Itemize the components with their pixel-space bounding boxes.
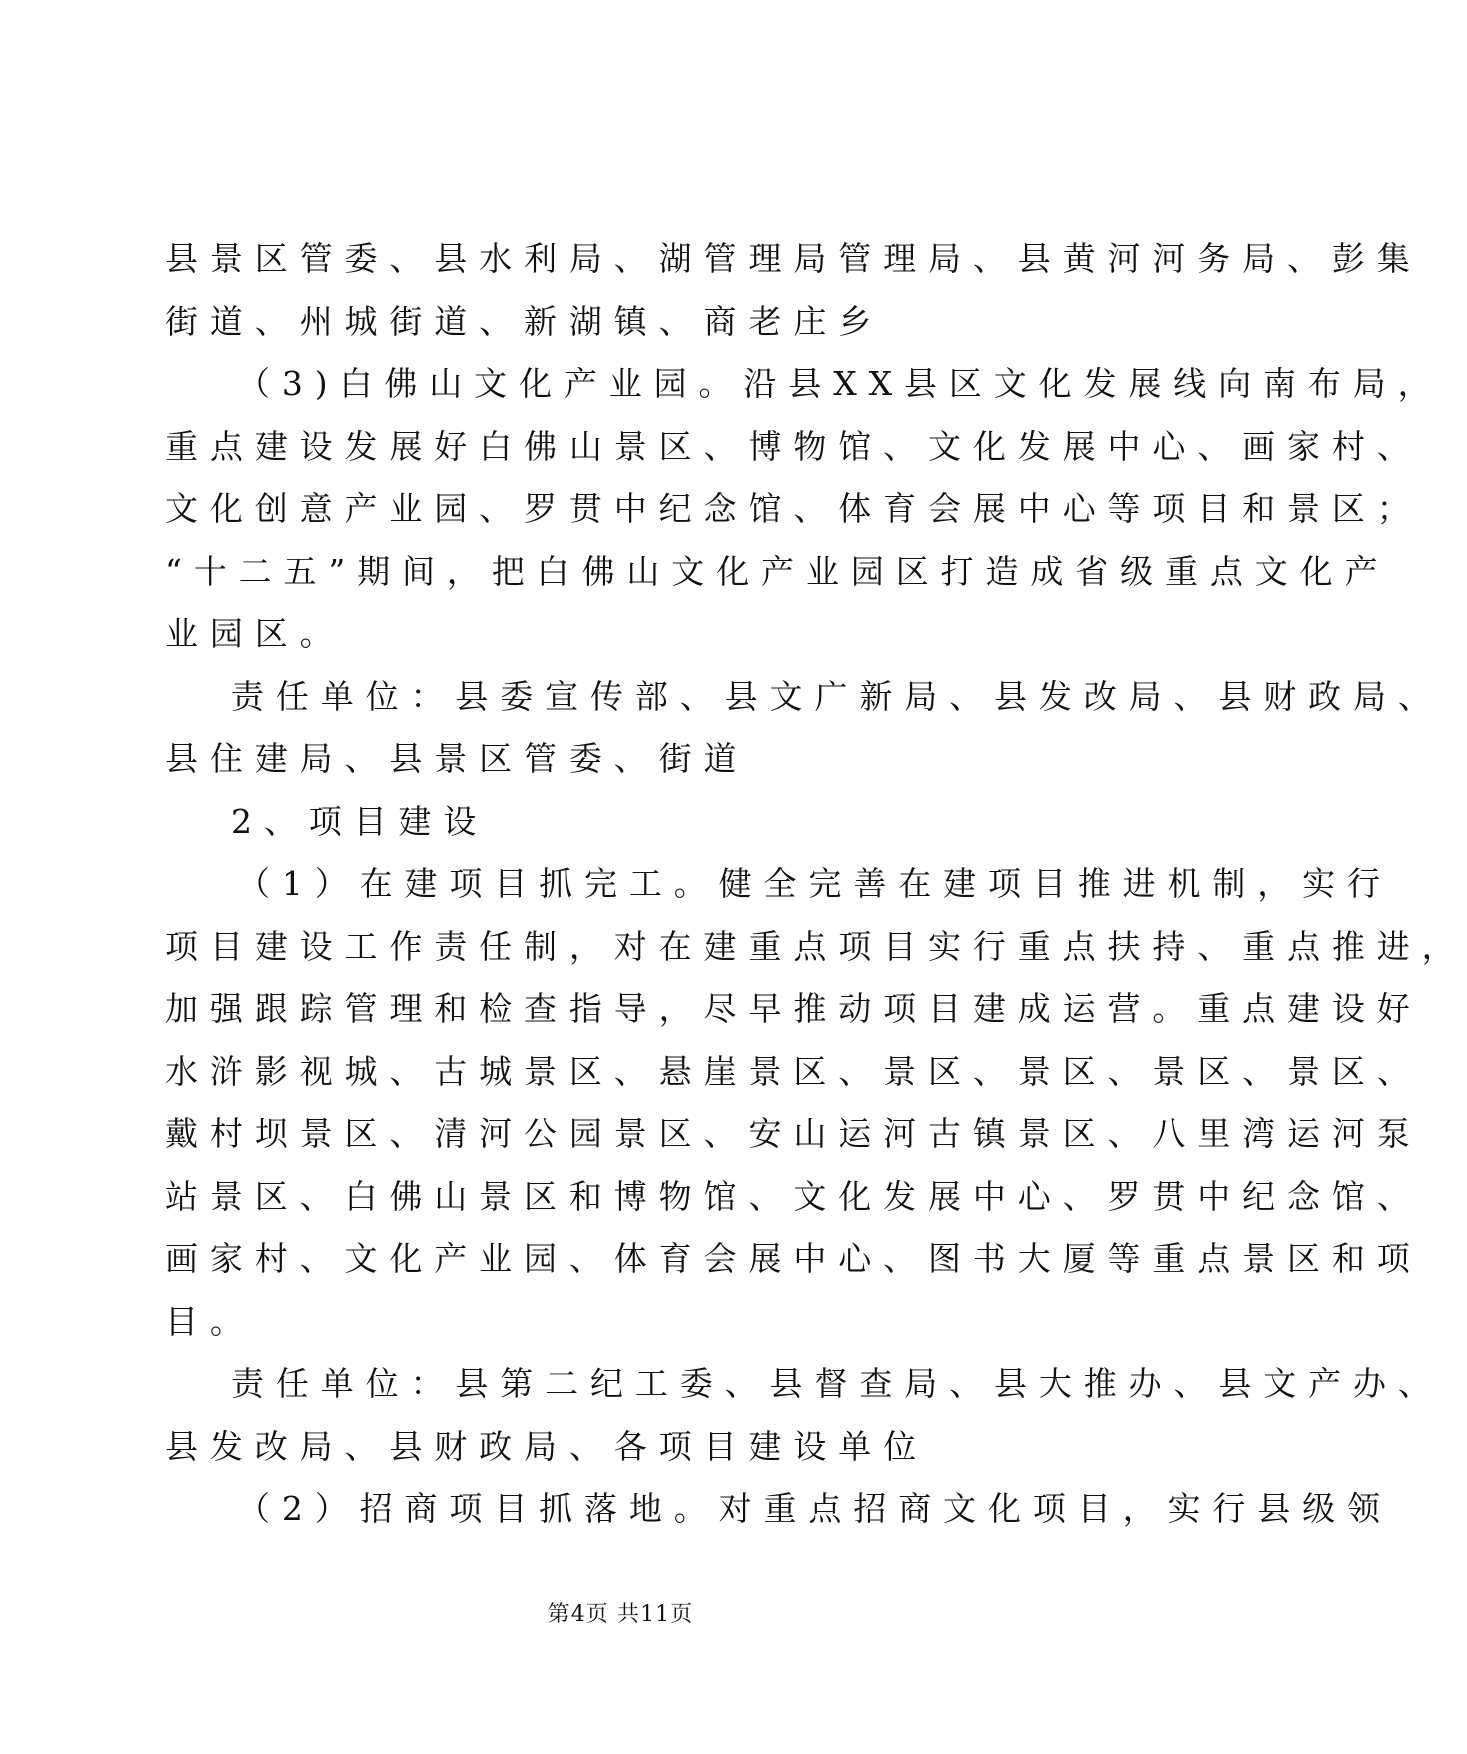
text-line: 目。: [165, 1301, 255, 1341]
section-heading: 2、项目建设: [231, 801, 489, 841]
page-number-footer: 第4页 共11页: [547, 1602, 694, 1627]
text-line: （2）招商项目抓落地。对重点招商文化项目，实行县级领: [237, 1489, 1392, 1528]
text-line: 水浒影视城、古城景区、悬崖景区、景区、景区、景区、景区、: [165, 1051, 1422, 1091]
text-line: 县景区管委、县水利局、湖管理局管理局、县黄河河务局、彭集: [165, 239, 1422, 278]
document-body: [165, 228, 1467, 1541]
text-line: “十二五”期间，把白佛山文化产业园区打造成省级重点文化产: [165, 551, 1390, 591]
text-line: 街道、州城街道、新湖镇、商老庄乡: [165, 301, 884, 341]
text-line: （1）在建项目抓完工。健全完善在建项目推进机制，实行: [237, 864, 1392, 903]
text-line: 责任单位：县第二纪工委、县督查局、县大推办、县文产办、: [231, 1364, 1443, 1403]
text-line: 戴村坝景区、清河公园景区、安山运河古镇景区、八里湾运河泵: [165, 1114, 1422, 1153]
text-line: 加强跟踪管理和检查指导，尽早推动项目建成运营。重点建设好: [165, 989, 1422, 1028]
text-line: 站景区、白佛山景区和博物馆、文化发展中心、罗贯中纪念馆、: [165, 1176, 1422, 1216]
text-line: 文化创意产业园、罗贯中纪念馆、体育会展中心等项目和景区；: [165, 489, 1422, 528]
text-line: 县发改局、县财政局、各项目建设单位: [165, 1426, 928, 1466]
text-line: （3)白佛山文化产业园。沿县XX县区文化发展线向南布局，: [237, 364, 1443, 403]
text-line: 县住建局、县景区管委、街道: [165, 739, 749, 778]
text-line: 重点建设发展好白佛山景区、博物馆、文化发展中心、画家村、: [165, 426, 1422, 466]
text-line: 业园区。: [165, 614, 345, 653]
text-line: 项目建设工作责任制，对在建重点项目实行重点扶持、重点推进，: [165, 926, 1467, 966]
text-line: 画家村、文化产业园、体育会展中心、图书大厦等重点景区和项: [165, 1239, 1422, 1278]
text-line: 责任单位：县委宣传部、县文广新局、县发改局、县财政局、: [231, 676, 1443, 716]
